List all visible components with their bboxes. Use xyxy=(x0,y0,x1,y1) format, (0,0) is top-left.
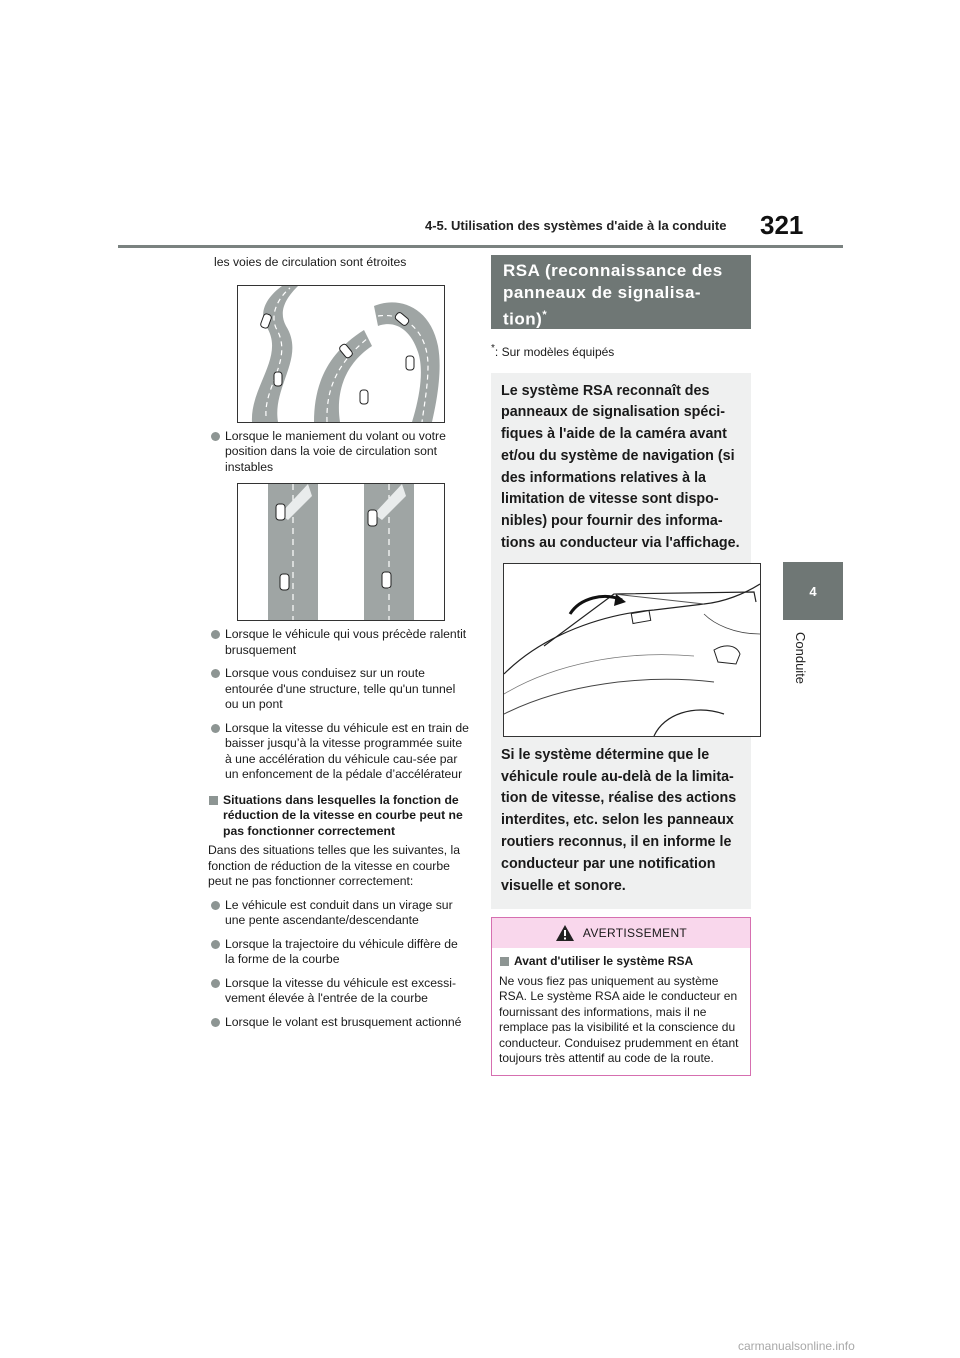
warning-body xyxy=(492,948,750,1075)
warning-label: AVERTISSEMENT xyxy=(582,925,688,940)
bullet-tunnel-bridge: Lorsque vous conduisez sur un route entourée d'une structure, telle qu'un tunnel ou un pont xyxy=(208,666,470,713)
page-number: 321 xyxy=(760,210,804,240)
chapter-title: Conduite xyxy=(793,632,808,685)
watermark: carmanualsonline.info xyxy=(738,1339,855,1353)
chapter-tab: 4 xyxy=(783,562,843,620)
intro-text: les voies de circulation sont étroites xyxy=(214,255,407,269)
bullet-slope-curve: Le véhicule est conduit dans un virage sur une pente ascendante/descendante xyxy=(208,898,470,929)
warning-header xyxy=(492,918,750,948)
right-column xyxy=(491,255,751,1076)
warning-heading: Avant d'utiliser le système RSA xyxy=(499,954,743,970)
bullet-trajectory-differs: Lorsque la trajectoire du véhicule diffère de la forme de la courbe xyxy=(208,937,470,968)
rsa-info-box xyxy=(491,373,751,910)
rsa-title-asterisk: * xyxy=(542,309,548,321)
left-column xyxy=(208,255,470,1038)
situations-paragraph: Dans des situations telles que les suivantes, la fonction de réduction de la vitesse en courbe peut ne pas fonctionner correctement: xyxy=(208,843,461,888)
unstable-lane-position-illustration xyxy=(237,483,445,621)
rsa-section-title xyxy=(491,255,751,329)
bullet-steering-unstable: Lorsque le maniement du volant ou votre position dans la voie de circulation sont instables xyxy=(208,429,470,476)
windshield-camera-illustration xyxy=(503,563,761,737)
warning-text: Ne vous fiez pas uniquement au système RSA. Le système RSA aide le conducteur en fournissant des informations, mais il ne remplace pas la visibilité et la conscience du conducteur. Conduisez prudemment en étant toujours très attentif au code de la route. xyxy=(499,973,739,1066)
curve-speed-reduction-heading: Situations dans lesquelles la fonction de réduction de la vitesse en courbe peut ne pas fonctionner correctement xyxy=(208,793,470,840)
bullet-vehicle-ahead-slows: Lorsque le véhicule qui vous précède ralentit brusquement xyxy=(208,627,470,658)
rsa-description: Le système RSA reconnaît des panneaux de signalisation spéci-fiques à l'aide de la caméra avant et/ou du système de navigation (si des informations relatives à la limitation de vitesse sont dispo-nibles) pour fournir des informa-tions au conducteur via l'affichage. xyxy=(501,382,740,552)
bullet-sudden-steering: Lorsque le volant est brusquement actionné xyxy=(208,1015,470,1031)
rsa-title-text: RSA (reconnaissance des panneaux de signalisa-tion) xyxy=(503,261,723,329)
rsa-notification-description: Si le système détermine que le véhicule roule au-delà de la limita-tion de vitesse, réalise des actions interdites, etc. selon les panneaux routiers reconnus, il en informe le conducteur par une notification visuelle et sonore. xyxy=(501,746,737,894)
warning-triangle-icon xyxy=(555,924,575,942)
header-section-title: 4-5. Utilisation des systèmes d'aide à la conduite xyxy=(425,218,727,233)
curved-lanes-illustration xyxy=(237,285,445,423)
bullet-speed-decreasing: Lorsque la vitesse du véhicule est en train de baisser jusqu’à la vitesse programmée suite à une accélération du véhicule cau-sée par un enfoncement de la pédale d’accélérateur xyxy=(208,721,470,783)
footnote-asterisk: * xyxy=(491,343,495,354)
bullet-excessive-speed: Lorsque la vitesse du véhicule est excessi-vement élevée à l'entrée de la courbe xyxy=(208,976,470,1007)
footnote xyxy=(491,341,751,361)
header-rule xyxy=(118,245,843,248)
warning-box xyxy=(491,917,751,1076)
footnote-text: : Sur modèles équipés xyxy=(494,345,615,359)
